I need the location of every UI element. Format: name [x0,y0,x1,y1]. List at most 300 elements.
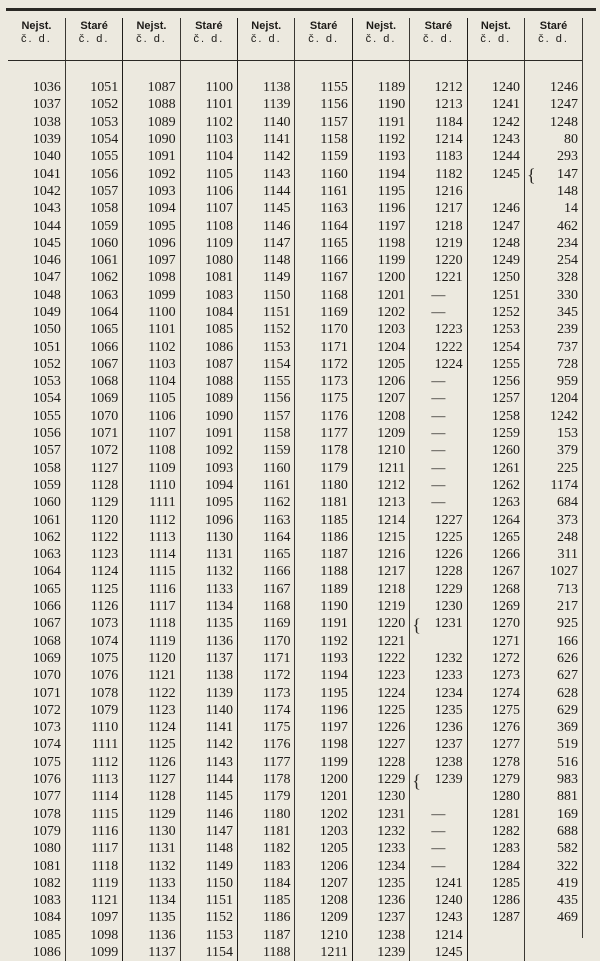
new-number-cell: 1143 [238,165,295,182]
table-row [8,373,582,390]
old-number-cell: 239 [525,321,582,338]
new-number-cell: 1210 [352,442,409,459]
old-number-cell: 1134 [180,598,237,615]
old-number-cell: — [410,442,467,459]
old-number-cell: 1095 [180,494,237,511]
old-number-cell: 1080 [180,252,237,269]
new-number-cell: 1144 [238,183,295,200]
old-number-cell: 1247 [525,96,582,113]
new-number-cell: 1104 [123,373,180,390]
new-number-cell: 1046 [8,252,65,269]
table-row [8,148,582,165]
old-number-cell: 1083 [180,287,237,304]
new-number-cell: 1184 [238,875,295,892]
new-number-cell: 1223 [352,667,409,684]
new-number-cell: 1151 [238,304,295,321]
old-number-cell: 1185 [295,511,352,528]
new-number-cell: 1082 [8,875,65,892]
old-number-cell: 1109 [180,235,237,252]
old-number-cell: 234 [525,235,582,252]
new-number-cell: 1159 [238,442,295,459]
new-number-cell: 1214 [352,511,409,528]
new-number-cell: 1075 [8,754,65,771]
new-number-cell: 1085 [8,927,65,944]
new-number-cell: 1048 [8,287,65,304]
new-number-cell: 1051 [8,338,65,355]
old-number-cell: 627 [525,667,582,684]
new-number-cell: 1107 [123,425,180,442]
old-number-cell: 254 [525,252,582,269]
old-number-cell: 1160 [295,165,352,182]
old-number-cell: 1127 [65,460,122,477]
old-number-cell: 1163 [295,200,352,217]
new-number-cell: 1092 [123,165,180,182]
old-number-cell: 435 [525,892,582,909]
new-number-cell: 1207 [352,390,409,407]
old-number-cell: 1181 [295,494,352,511]
old-number-cell: 519 [525,736,582,753]
header-new-number: Nejst. č. d. [8,18,65,61]
old-number-cell: 1203 [295,823,352,840]
new-number-cell: 1261 [467,460,524,477]
old-number-cell: 1065 [65,321,122,338]
old-number-cell: 1218 [410,217,467,234]
new-number-cell: 1123 [123,702,180,719]
new-number-cell: 1253 [467,321,524,338]
old-number-cell: 1098 [65,927,122,944]
table-row [8,217,582,234]
new-number-cell: 1236 [352,892,409,909]
new-number-cell: 1125 [123,736,180,753]
old-number-cell: 1076 [65,667,122,684]
old-number-cell: 1216 [410,183,467,200]
old-number-cell: 225 [525,460,582,477]
table-row [8,650,582,667]
new-number-cell: 1234 [352,857,409,874]
new-number-cell: 1197 [352,217,409,234]
new-number-cell: 1039 [8,131,65,148]
header-new-number: Nejst. č. d. [123,18,180,61]
table-row [8,563,582,580]
new-number-cell: 1074 [8,736,65,753]
new-number-cell: 1170 [238,633,295,650]
new-number-cell: 1139 [238,96,295,113]
header-old-number: Staré č. d. [65,18,122,61]
old-number-cell: 1084 [180,304,237,321]
new-number-cell: 1275 [467,702,524,719]
old-number-cell: 1248 [525,114,582,131]
old-number-cell: 1212 [410,79,467,96]
new-number-cell: 1061 [8,511,65,528]
new-number-cell: 1173 [238,684,295,701]
new-number-cell: 1213 [352,494,409,511]
old-number-cell: 1220 [410,252,467,269]
old-number-cell: 1219 [410,235,467,252]
table-row [8,287,582,304]
new-number-cell: 1177 [238,754,295,771]
old-number-cell: 1189 [295,581,352,598]
new-number-cell: 1179 [238,788,295,805]
new-number-cell: 1076 [8,771,65,788]
new-number-cell: 1038 [8,114,65,131]
new-number-cell: 1168 [238,598,295,615]
new-number-cell: 1093 [123,183,180,200]
old-number-cell: 1223 [410,321,467,338]
new-number-cell: 1091 [123,148,180,165]
new-number-cell: 1271 [467,633,524,650]
new-number-cell: 1231 [352,805,409,822]
old-number-cell: 311 [525,546,582,563]
old-number-cell: 1241 [410,875,467,892]
header-old-number: Staré č. d. [180,18,237,61]
old-number-cell: 1074 [65,633,122,650]
new-number-cell: 1206 [352,373,409,390]
old-number-cell: 1221 [410,269,467,286]
new-number-cell: 1131 [123,840,180,857]
old-number-cell: 1090 [180,408,237,425]
old-number-cell: 1234 [410,684,467,701]
old-number-cell: 1130 [180,529,237,546]
new-number-cell: 1267 [467,563,524,580]
new-number-cell: 1156 [238,390,295,407]
new-number-cell: 1227 [352,736,409,753]
table-row [8,494,582,511]
new-number-cell: 1154 [238,356,295,373]
new-number-cell: 1135 [123,909,180,926]
new-number-cell: 1186 [238,909,295,926]
new-number-cell: 1084 [8,909,65,926]
old-number-cell: 959 [525,373,582,390]
old-number-cell [525,944,582,961]
header-new-number: Nejst. č. d. [352,18,409,61]
table-row [8,771,582,788]
old-number-cell: 1154 [180,944,237,961]
header-new-number: Nejst. č. d. [238,18,295,61]
old-number-cell: 1232 [410,650,467,667]
old-number-cell: 1081 [180,269,237,286]
old-number-cell: 1100 [180,79,237,96]
new-number-cell: 1060 [8,494,65,511]
old-number-cell: 1121 [65,892,122,909]
table-row [8,114,582,131]
old-number-cell: — [410,425,467,442]
old-number-cell: — [410,287,467,304]
old-number-cell: — [410,390,467,407]
new-number-cell: 1251 [467,287,524,304]
old-number-cell: 322 [525,857,582,874]
table-row [8,408,582,425]
old-number-cell: 1186 [295,529,352,546]
table-row [8,338,582,355]
new-number-cell: 1242 [467,114,524,131]
old-number-cell: 1111 [65,736,122,753]
new-number-cell: 1037 [8,96,65,113]
new-number-cell: 1268 [467,581,524,598]
new-number-cell: 1036 [8,79,65,96]
old-number-cell: 629 [525,702,582,719]
old-number-cell: 1139 [180,684,237,701]
new-number-cell: 1185 [238,892,295,909]
old-number-cell: 1161 [295,183,352,200]
new-number-cell: 1126 [123,754,180,771]
old-number-cell: 1226 [410,546,467,563]
new-number-cell: 1079 [8,823,65,840]
old-number-cell: 1094 [180,477,237,494]
old-number-cell: 1093 [180,460,237,477]
old-number-cell: — [410,857,467,874]
new-number-cell: 1045 [8,235,65,252]
old-number-cell: 1128 [65,477,122,494]
old-number-cell: 1102 [180,114,237,131]
new-number-cell: 1138 [238,79,295,96]
old-number-cell: 688 [525,823,582,840]
old-number-cell: 1166 [295,252,352,269]
old-number-cell: 684 [525,494,582,511]
house-number-concordance-table [8,18,582,961]
table-row [8,667,582,684]
header-old-number: Staré č. d. [410,18,467,61]
old-number-cell: 1173 [295,373,352,390]
table-row [8,736,582,753]
old-number-cell: 1064 [65,304,122,321]
old-number-cell: 1053 [65,114,122,131]
new-number-cell: 1112 [123,511,180,528]
table-row [8,909,582,926]
table-row [8,615,582,632]
new-number-cell: 1140 [238,114,295,131]
new-number-cell: 1063 [8,546,65,563]
new-number-cell: 1081 [8,857,65,874]
old-number-cell: 1104 [180,148,237,165]
new-number-cell: 1212 [352,477,409,494]
new-number-cell: 1171 [238,650,295,667]
old-number-cell: 881 [525,788,582,805]
old-number-cell: 626 [525,650,582,667]
old-number-cell: 1087 [180,356,237,373]
table-row [8,425,582,442]
old-number-cell: 1069 [65,390,122,407]
new-number-cell: 1204 [352,338,409,355]
new-number-cell: 1054 [8,390,65,407]
new-number-cell: 1055 [8,408,65,425]
new-number-cell: 1057 [8,442,65,459]
new-number-cell: 1113 [123,529,180,546]
new-number-cell: 1208 [352,408,409,425]
old-number-cell: 1214 [410,131,467,148]
new-number-cell: 1137 [123,944,180,961]
old-number-cell: 1119 [65,875,122,892]
old-number-cell: 628 [525,684,582,701]
old-number-cell: 1070 [65,408,122,425]
new-number-cell: 1134 [123,892,180,909]
header-old-number: Staré č. d. [295,18,352,61]
old-number-cell: 1238 [410,754,467,771]
new-number-cell: 1255 [467,356,524,373]
new-number-cell: 1148 [238,252,295,269]
new-number-cell: 1103 [123,356,180,373]
old-number-cell: 373 [525,511,582,528]
old-number-cell: 1230 [410,598,467,615]
new-number-cell: 1258 [467,408,524,425]
new-number-cell: 1220 [352,615,409,632]
new-number-cell: 1262 [467,477,524,494]
old-number-cell: 1172 [295,356,352,373]
old-number-cell: 1145 [180,788,237,805]
new-number-cell: 1174 [238,702,295,719]
top-rule [6,8,596,11]
table-row [8,684,582,701]
new-number-cell: 1129 [123,805,180,822]
new-number-cell: 1098 [123,269,180,286]
table-row [8,165,582,182]
new-number-cell: 1247 [467,217,524,234]
new-number-cell: 1195 [352,183,409,200]
new-number-cell: 1146 [238,217,295,234]
old-number-cell: 1060 [65,235,122,252]
old-number-cell: 1180 [295,477,352,494]
new-number-cell: 1115 [123,563,180,580]
old-number-cell: — [410,460,467,477]
old-number-cell: 330 [525,287,582,304]
old-number-cell: 1155 [295,79,352,96]
old-number-cell: 1079 [65,702,122,719]
old-number-cell: 1118 [65,857,122,874]
old-number-cell: 983 [525,771,582,788]
new-number-cell: 1096 [123,235,180,252]
new-number-cell: 1282 [467,823,524,840]
new-number-cell: 1041 [8,165,65,182]
old-number-cell: 1027 [525,563,582,580]
old-number-cell: 1141 [180,719,237,736]
new-number-cell: 1109 [123,460,180,477]
new-number-cell: 1209 [352,425,409,442]
old-number-cell: 1146 [180,805,237,822]
old-number-cell: — [410,823,467,840]
table-row [8,321,582,338]
new-number-cell: 1279 [467,771,524,788]
old-number-cell: 1075 [65,650,122,667]
old-number-cell: 1051 [65,79,122,96]
new-number-cell: 1052 [8,356,65,373]
old-number-cell: 1175 [295,390,352,407]
old-number-cell: 1096 [180,511,237,528]
new-number-cell: 1270 [467,615,524,632]
table-row [8,460,582,477]
old-number-cell: 1196 [295,702,352,719]
new-number-cell: 1217 [352,563,409,580]
old-number-cell: 1183 [410,148,467,165]
new-number-cell: 1257 [467,390,524,407]
old-number-cell: { 1231 [410,615,467,632]
table-row [8,511,582,528]
old-number-cell: 1086 [180,338,237,355]
new-number-cell: 1278 [467,754,524,771]
old-number-cell: — [410,408,467,425]
new-number-cell: 1121 [123,667,180,684]
new-number-cell: 1269 [467,598,524,615]
new-number-cell: 1136 [123,927,180,944]
new-number-cell: 1181 [238,823,295,840]
new-number-cell: 1216 [352,546,409,563]
old-number-cell: 469 [525,909,582,926]
new-number-cell: 1158 [238,425,295,442]
new-number-cell: 1040 [8,148,65,165]
new-number-cell: 1105 [123,390,180,407]
table-row [8,131,582,148]
old-number-cell: 1168 [295,287,352,304]
new-number-cell: 1201 [352,287,409,304]
old-number-cell: 1116 [65,823,122,840]
old-number-cell: 728 [525,356,582,373]
new-number-cell: 1117 [123,598,180,615]
old-number-cell: 1152 [180,909,237,926]
old-number-cell: 1199 [295,754,352,771]
old-number-cell: 1213 [410,96,467,113]
new-number-cell: 1124 [123,719,180,736]
new-number-cell: 1163 [238,511,295,528]
new-number-cell: 1130 [123,823,180,840]
old-number-cell: 1178 [295,442,352,459]
new-number-cell: 1110 [123,477,180,494]
new-number-cell: 1235 [352,875,409,892]
new-number-cell: 1118 [123,615,180,632]
new-number-cell: 1256 [467,373,524,390]
new-number-cell: 1094 [123,200,180,217]
new-number-cell: 1102 [123,338,180,355]
new-number-cell: 1241 [467,96,524,113]
new-number-cell: 1248 [467,235,524,252]
old-number-cell: 328 [525,269,582,286]
new-number-cell: 1175 [238,719,295,736]
new-number-cell: 1042 [8,183,65,200]
new-number-cell: 1259 [467,425,524,442]
new-number-cell: 1149 [238,269,295,286]
old-number-cell: 1129 [65,494,122,511]
new-number-cell: 1260 [467,442,524,459]
old-number-cell: 1144 [180,771,237,788]
table-row [8,269,582,286]
table-row [8,96,582,113]
new-number-cell: 1196 [352,200,409,217]
old-number-cell: 166 [525,633,582,650]
old-number-cell: — [410,477,467,494]
old-number-cell: 1206 [295,857,352,874]
old-number-cell: 1170 [295,321,352,338]
new-number-cell: 1070 [8,667,65,684]
table-row [8,581,582,598]
old-number-cell: 1222 [410,338,467,355]
new-number-cell: 1065 [8,581,65,598]
old-number-cell: 1225 [410,529,467,546]
old-number-cell: 1056 [65,165,122,182]
old-number-cell: 1105 [180,165,237,182]
new-number-cell: 1165 [238,546,295,563]
table-row [8,702,582,719]
new-number-cell: 1243 [467,131,524,148]
old-number-cell: 1167 [295,269,352,286]
new-number-cell: 1238 [352,927,409,944]
table-row [8,944,582,961]
table-row [8,719,582,736]
new-number-cell: 1283 [467,840,524,857]
new-number-cell: 1286 [467,892,524,909]
table-row [8,788,582,805]
old-number-cell: 1123 [65,546,122,563]
new-number-cell: 1101 [123,321,180,338]
new-number-cell: 1244 [467,148,524,165]
new-number-cell: 1254 [467,338,524,355]
table-row [8,252,582,269]
